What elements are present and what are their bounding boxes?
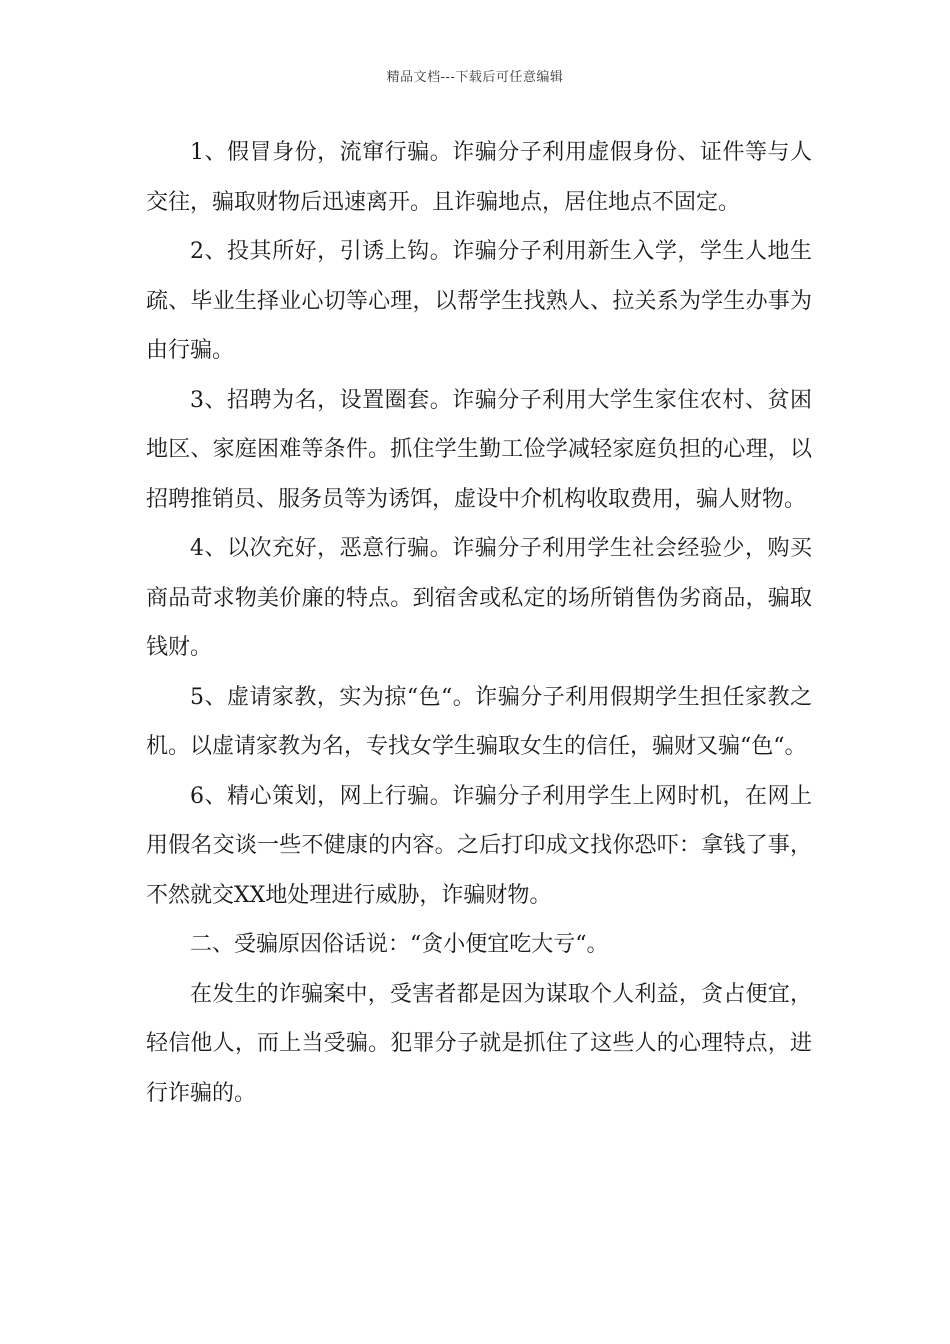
document-body [146, 128, 812, 1118]
paragraph-fraud-type-5: 5、虚请家教，实为掠“色“。诈骗分子利用假期学生担任家教之机。以虚请家教为名，专找女学生骗取女生的信任，骗财又骗“色“。 [146, 684, 812, 759]
paragraph-fraud-type-1: 1、假冒身份，流窜行骗。诈骗分子利用虚假身份、证件等与人交往，骗取财物后迅速离开。且诈骗地点，居住地点不固定。 [146, 140, 812, 215]
paragraph-victim-reasons: 在发生的诈骗案中，受害者都是因为谋取个人利益，贪占便宜，轻信他人，而上当受骗。犯罪分子就是抓住了这些人的心理特点，进行诈骗的。 [146, 981, 812, 1106]
paragraph-fraud-type-4: 4、以次充好，恶意行骗。诈骗分子利用学生社会经验少，购买商品苛求物美价廉的特点。到宿舍或私定的场所销售伪劣商品，骗取钱财。 [146, 536, 812, 660]
page-header: 精品文档---下载后可任意编辑 [386, 70, 564, 85]
section-heading-victim-reasons: 二、受骗原因俗话说：“贪小便宜吃大亏“。 [190, 932, 609, 957]
paragraph-fraud-type-2: 2、投其所好，引诱上钩。诈骗分子利用新生入学，学生人地生疏、毕业生择业心切等心理，以帮学生找熟人、拉关系为学生办事为由行骗。 [146, 239, 812, 363]
paragraph-fraud-type-6: 6、精心策划，网上行骗。诈骗分子利用学生上网时机，在网上用假名交谈一些不健康的内容。之后打印成文找你恐吓：拿钱了事，不然就交XX地处理进行威胁，诈骗财物。 [146, 783, 812, 908]
paragraph-fraud-type-3: 3、招聘为名，设置圈套。诈骗分子利用大学生家住农村、贫困地区、家庭困难等条件。抓住学生勤工俭学减轻家庭负担的心理，以招聘推销员、服务员等为诱饵，虚设中介机构收取费用，骗人财物。 [146, 387, 812, 512]
